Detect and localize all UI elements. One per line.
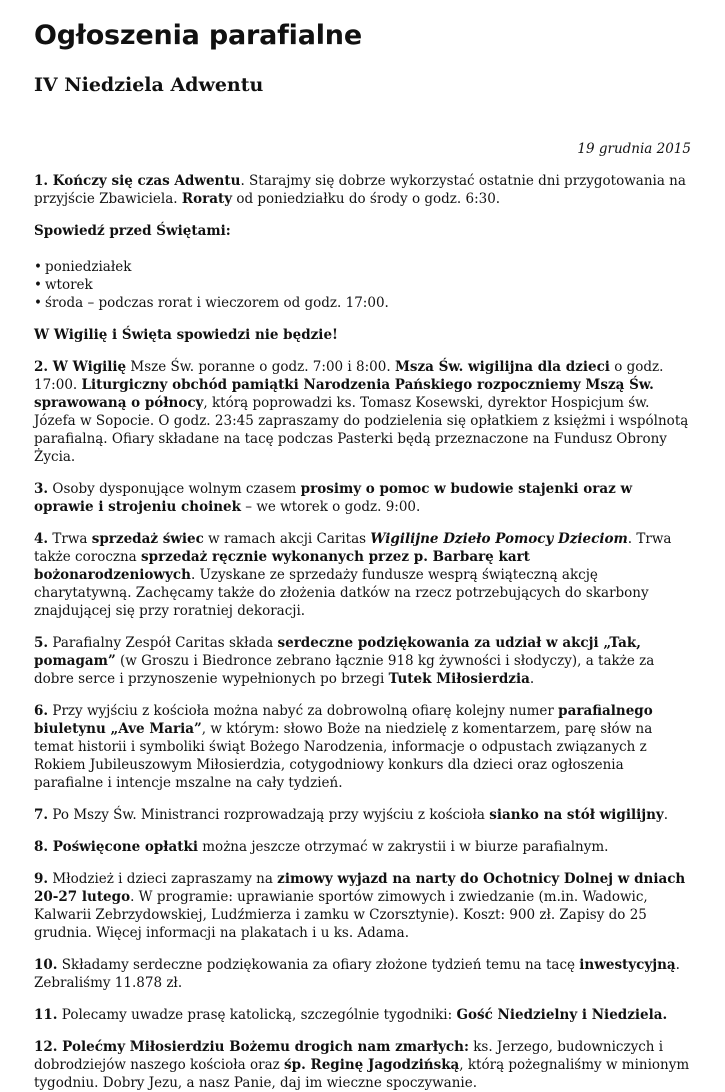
body-text: Młodzież i dzieci zapraszamy na: [48, 871, 278, 887]
emphasis-text: 6.: [34, 703, 49, 719]
body-text: Parafialny Zespół Caritas składa: [48, 635, 278, 651]
emphasis-text: Liturgiczny obchód pamiątki Narodzenia Pańskiego rozpoczniemy Mszą Św. sprawowaną o północy: [34, 377, 654, 411]
body-text: Trwa: [48, 531, 92, 547]
announcement-paragraph: [34, 956, 691, 992]
emphasis-text: Tutek Miłosierdzia: [388, 671, 530, 687]
body-text: Przy wyjściu z kościoła można nabyć za dobrowolną ofiarę kolejny numer: [48, 703, 559, 719]
body-text: w ramach akcji Caritas: [203, 531, 371, 547]
announcement-paragraph: [34, 702, 691, 792]
body-text: o godz. 17:00.: [34, 359, 664, 393]
body-text: (w Groszu i Biedronce zebrano łącznie 918 kg żywności i słodyczy), a także za dobre serce i przynoszenie wypełnionych po brzegi: [34, 653, 655, 687]
body-text: . Zebraliśmy 11.878 zł.: [34, 957, 680, 991]
emphasis-text: 3.: [34, 481, 49, 497]
body-text: . W programie: uprawianie sportów zimowych i zwiedzanie (m.in. Wadowic, Kalwarii Zebrzydowskiej, Ludźmierza i zamku w Czorsztynie). Koszt: 900 zł. Zapisy do 25 grudnia. Więcej informacji na plakatach i u ks. Adama.: [34, 889, 648, 941]
emphasis-text: prosimy o pomoc w budowie stajenki oraz w oprawie i strojeniu choinek: [34, 481, 633, 515]
announcement-paragraph: [34, 1038, 691, 1092]
body-text: . Starajmy się dobrze wykorzystać ostatnie dni przygotowania na przyjście Zbawiciela.: [34, 173, 686, 207]
emphasis-text: 7.: [34, 807, 49, 823]
emphasis-text: 8. Poświęcone opłatki: [34, 839, 198, 855]
body-text: .: [529, 671, 535, 687]
body-text: . Uzyskane ze sprzedaży fundusze wesprą świąteczną akcję charytatywną. Zachęcamy także do złożenia datków na rzecz potrzebujących do skarbony znajdującej się przy roratniej dekoracji.: [34, 567, 649, 619]
emphasis-text: Roraty: [181, 191, 233, 207]
emphasis-text: 2. W Wigilię: [34, 359, 127, 375]
announcements-top: [34, 172, 691, 240]
emphasis-text: sianko na stół wigilijny: [489, 807, 664, 823]
announcement-paragraph: [34, 838, 691, 856]
emphasis-text: 11.: [34, 1007, 58, 1023]
emphasis-text: 10.: [34, 957, 58, 973]
confession-heading: [34, 222, 691, 240]
body-text: Msze Św. poranne o godz. 7:00 i 8:00.: [126, 359, 395, 375]
emphasis-text: 9.: [34, 871, 49, 887]
page-subtitle: IV Niedziela Adwentu: [34, 74, 264, 96]
announcement-paragraph: [34, 806, 691, 824]
announcement-paragraph: [34, 480, 691, 516]
emphasis-text: 1. Kończy się czas Adwentu: [34, 173, 241, 189]
body-text: .: [663, 807, 669, 823]
body-text: – we wtorek o godz. 9:00.: [240, 499, 421, 515]
emphasis-text: sprzedaż świec: [91, 531, 204, 547]
announcement-paragraph: [34, 358, 691, 466]
emphasis-text: parafialnego biuletynu „Ave Maria”: [34, 703, 653, 737]
confession-days-list: [34, 258, 691, 312]
list-item: • wtorek: [34, 276, 691, 294]
body-text: można jeszcze otrzymać w zakrystii i w biurze parafialnym.: [197, 839, 609, 855]
emphasis-text: inwestycyjną: [579, 957, 676, 973]
list-item: • środa – podczas rorat i wieczorem od godz. 17:00.: [34, 294, 691, 312]
emphasis-text: 4.: [34, 531, 49, 547]
list-item: • poniedziałek: [34, 258, 691, 276]
emphasis-text: Wigilijne Dzieło Pomocy Dzieciom: [370, 531, 628, 547]
body-text: , którą pożegnaliśmy w minionym tygodniu. Dobry Jezu, a nasz Panie, daj im wieczne spoczywanie.: [34, 1057, 690, 1091]
emphasis-text: Spowiedź przed Świętami:: [34, 223, 231, 239]
body-text: Po Mszy Św. Ministranci rozprowadzają przy wyjściu z kościoła: [48, 807, 490, 823]
body-text: Polecamy uwadze prasę katolicką, szczególnie tygodniki:: [57, 1007, 457, 1023]
date-line: 19 grudnia 2015: [577, 141, 691, 157]
body-text: Składamy serdeczne podziękowania za ofiary złożone tydzień temu na tacę: [57, 957, 580, 973]
emphasis-text: 5.: [34, 635, 49, 651]
announcement-paragraph: [34, 172, 691, 208]
announcements-body: [34, 326, 691, 1092]
emphasis-text: zimowy wyjazd na narty do Ochotnicy Dolnej w dniach 20-27 lutego: [34, 871, 686, 905]
emphasis-text: sprzedaż ręcznie wykonanych przez p. Barbarę kart bożonarodzeniowych: [34, 549, 530, 583]
announcement-paragraph: [34, 870, 691, 942]
body-text: Osoby dysponujące wolnym czasem: [48, 481, 301, 497]
emphasis-text: śp. Reginę Jagodzińską: [284, 1057, 460, 1073]
announcement-paragraph: [34, 634, 691, 688]
body-text: od poniedziałku do środy o godz. 6:30.: [232, 191, 501, 207]
page-title: Ogłoszenia parafialne: [34, 20, 362, 51]
emphasis-text: serdeczne podziękowania za udział w akcji „Tak, pomagam”: [34, 635, 641, 669]
notice-no-confession: [34, 326, 691, 344]
emphasis-text: W Wigilię i Święta spowiedzi nie będzie!: [34, 327, 338, 343]
body-text: ks. Jerzego, budowniczych i dobrodziejów naszego kościoła oraz: [34, 1039, 664, 1073]
announcement-paragraph: [34, 530, 691, 620]
body-text: , w którym: słowo Boże na niedzielę z komentarzem, parę słów na temat historii i symboliki świąt Bożego Narodzenia, informacje o odpustach związanych z Rokiem Jubileuszowym Miłosierdzia, cotygodniowy konkurs dla dzieci oraz ogłoszenia parafialne i intencje mszalne na cały tydzień.: [34, 721, 653, 791]
emphasis-text: 12. Polećmy Miłosierdziu Bożemu drogich nam zmarłych:: [34, 1039, 469, 1055]
announcement-paragraph: [34, 1006, 691, 1024]
emphasis-text: Msza Św. wigilijna dla dzieci: [394, 359, 610, 375]
body-text: , którą poprowadzi ks. Tomasz Kosewski, dyrektor Hospicjum św. Józefa w Sopocie. O godz. 23:45 zapraszamy do podzielenia się opłatkiem z księżmi i wspólnotą parafialną. Ofiary składane na tacę podczas Pasterki będą przeznaczone na Fundusz Obrony Życia.: [34, 395, 689, 465]
body-text: . Trwa także coroczna: [34, 531, 672, 565]
emphasis-text: Gość Niedzielny i Niedziela.: [456, 1007, 668, 1023]
